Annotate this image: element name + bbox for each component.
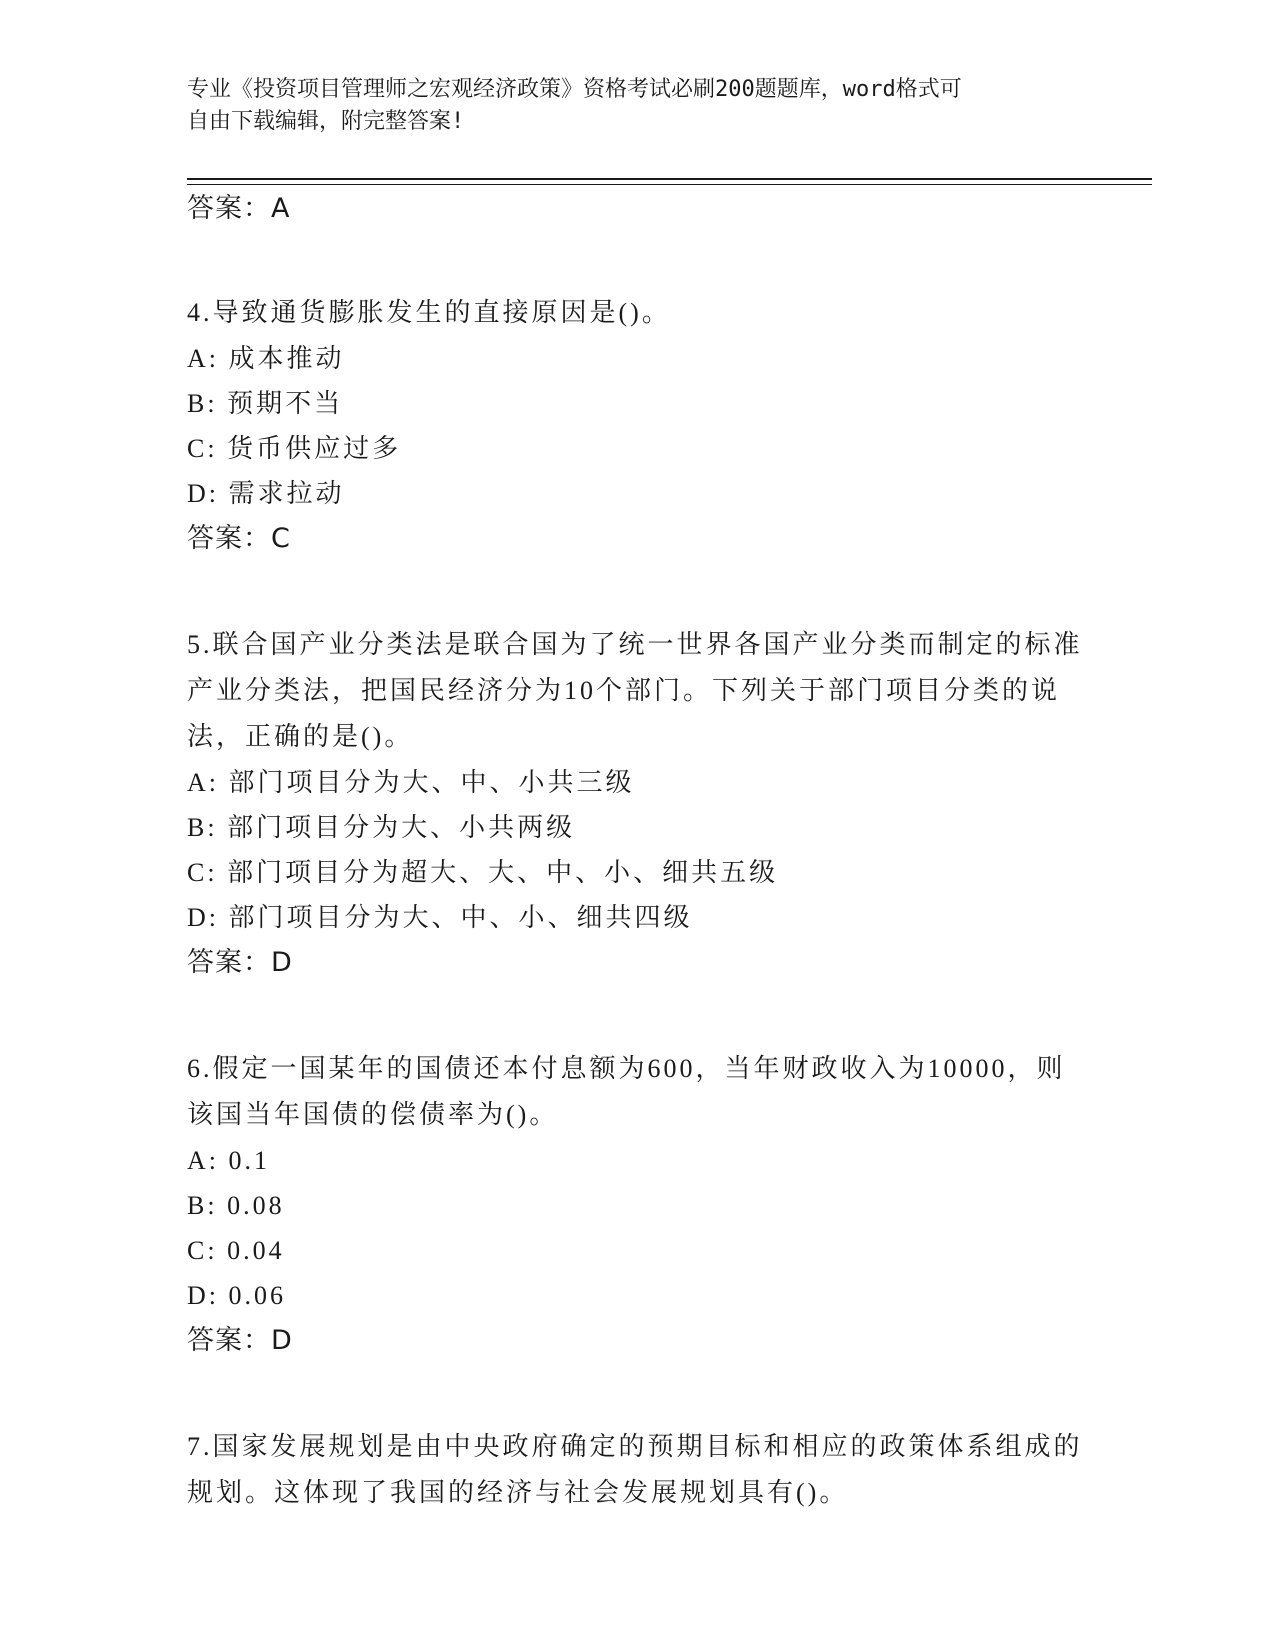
question-block <box>187 622 1087 986</box>
document-header <box>187 74 1067 138</box>
spacer <box>187 232 1087 290</box>
header-title-line-2: 自由下载编辑，附完整答案! <box>187 109 465 134</box>
spacer <box>187 986 1087 1046</box>
answer-option: C: 货币供应过多 <box>187 434 402 463</box>
spacer <box>187 562 1087 622</box>
question-stem: 7.国家发展规划是由中央政府确定的预期目标和相应的政策体系组成的规划。这体现了我国的经济与社会发展规划具有()。 <box>187 1432 1083 1507</box>
answer-option: A: 部门项目分为大、中、小共三级 <box>187 768 635 797</box>
question-stem: 5.联合国产业分类法是联合国为了统一世界各国产业分类而制定的标准产业分类法，把国民经济分为10个部门。下列关于部门项目分类的说法，正确的是()。 <box>187 630 1083 751</box>
header-title-line-1: 专业《投资项目管理师之宏观经济政策》资格考试必刷200题题库，word格式可 <box>187 77 962 102</box>
spacer <box>187 1364 1087 1424</box>
answer-label: 答案：C <box>187 523 291 554</box>
answer-option: D: 需求拉动 <box>187 479 345 508</box>
answer-option: B: 部门项目分为大、小共两级 <box>187 813 576 842</box>
answer-option: D: 0.06 <box>187 1281 286 1310</box>
question-block <box>187 1424 1087 1516</box>
question-stem: 4.导致通货膨胀发生的直接原因是()。 <box>187 298 671 327</box>
answer-option: D: 部门项目分为大、中、小、细共四级 <box>187 903 693 932</box>
answer-label: 答案：A <box>187 193 291 224</box>
answer-option: A: 成本推动 <box>187 344 345 373</box>
answer-option: C: 0.04 <box>187 1236 285 1265</box>
header-divider-thick <box>187 178 1152 180</box>
question-body <box>187 186 1087 1516</box>
answer-option: C: 部门项目分为超大、大、中、小、细共五级 <box>187 858 779 887</box>
question-stem: 6.假定一国某年的国债还本付息额为600，当年财政收入为10000，则该国当年国债的偿债率为()。 <box>187 1054 1066 1129</box>
question-block <box>187 290 1087 562</box>
answer-label: 答案：D <box>187 947 293 978</box>
answer-label: 答案：D <box>187 1325 293 1356</box>
answer-option: B: 0.08 <box>187 1191 285 1220</box>
header-divider-thin <box>187 184 1152 185</box>
question-block <box>187 1046 1087 1364</box>
answer-option: B: 预期不当 <box>187 389 344 418</box>
answer-option: A: 0.1 <box>187 1146 270 1175</box>
